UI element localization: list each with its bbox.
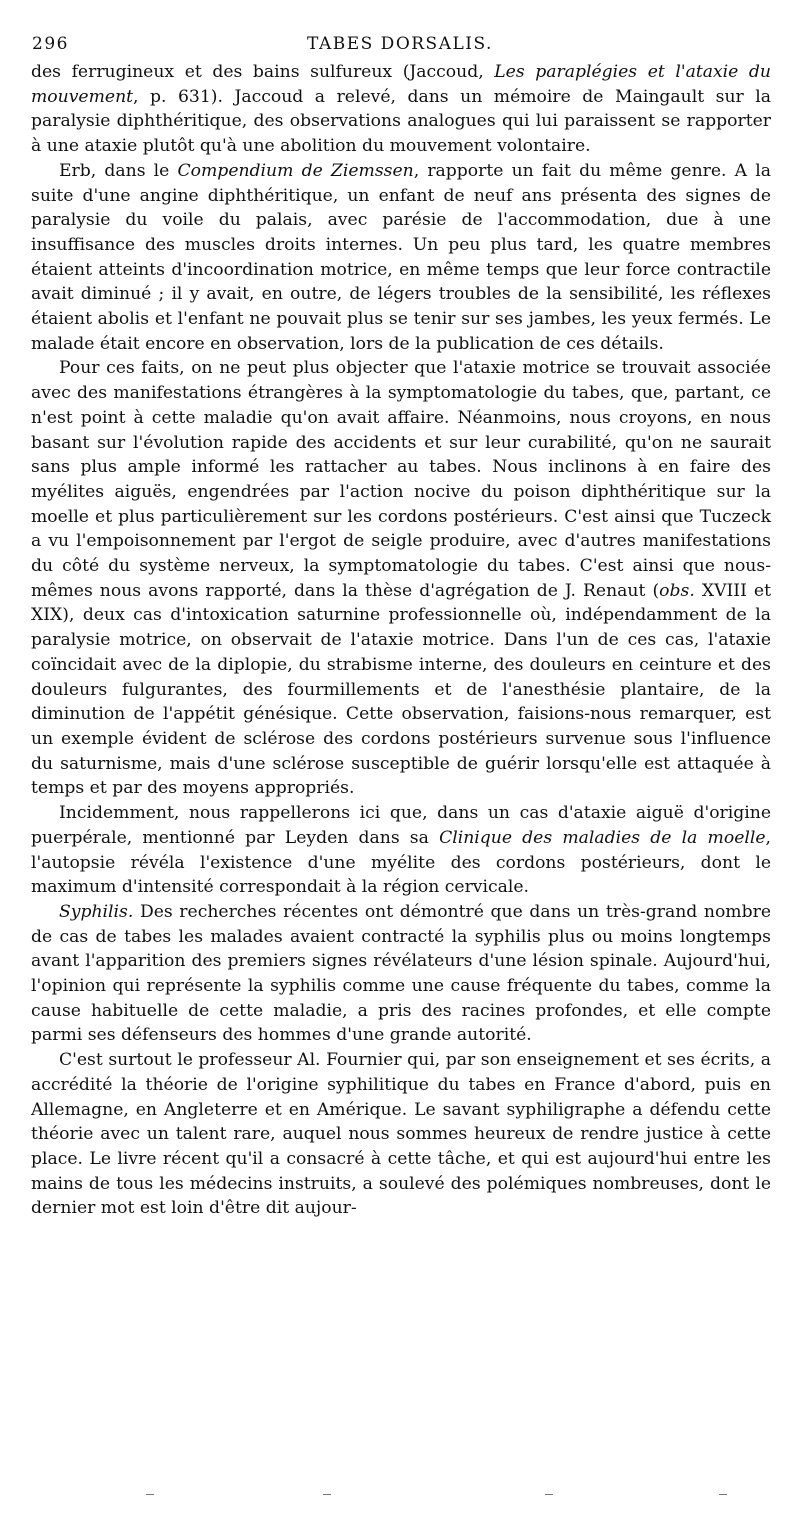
text-run: C'est surtout le professeur Al. Fournier qui, par son enseignement et ses écrits, a accrédité la théorie de l'origine syphilitique du tabes en France d'abord, puis en Allemagne, en Angleterre et en Amérique. Le savant syphiligraphe a défendu cette théorie avec un talent rare, auquel nous sommes heureux de rendre justice à cette place. Le livre récent qu'il a consacré à cette tâche, et qui est aujourd'hui entre les mains de tous les médecins instruits, a soulevé des polémiques nombreuses, dont le dernier mot est loin d'être dit aujour- xyxy=(31,1050,771,1219)
page-header xyxy=(30,34,770,56)
text-run: , l'autopsie révéla l'existence d'une myélite des cordons postérieurs, dont le maximum d'intensité correspondait à la région cervicale. xyxy=(31,827,772,898)
running-title: TABES DORSALIS. xyxy=(307,34,493,54)
text-run: Pour ces faits, on ne peut plus objecter que l'ataxie motrice se trouvait associée avec des manifestations étrangères à la symptomatologie du tabes, que, partant, ce n'est point à cette maladie qu'on avait affaire. Néanmoins, nous croyons, en nous basant sur l'évolution rapide des accidents et sur leur curabilité, qu'on ne saurait sans plus ample informé les rattacher au tabes. Nous inclinons à en faire des myélites aiguës, engendrées par l'action nocive du poison diphthéritique sur la moelle et plus particulièrement sur les cordons postérieurs. C'est ainsi que Tuczeck a vu l'empoisonnement par l'ergot de seigle produire, avec d'autres manifestations du côté du système nerveux, la symptomatologie du tabes. C'est ainsi que nous-mêmes nous avons rapporté, dans la thèse d'agrégation de J. Renaut ( xyxy=(31,358,771,601)
italic-text-run: Compendium de Ziemssen xyxy=(177,160,414,181)
text-run: XVIII et XIX), deux cas d'intoxication saturnine professionnelle où, indépendamment de la paralysie motrice, on observait de l'ataxie motrice. Dans l'un de ces cas, l'ataxie coïncidait avec de la diplopie, du strabisme interne, des douleurs en ceinture et des douleurs fulgurantes, des fourmillements et de l'anesthésie plantaire, de la diminution de l'appétit génésique. Cette observation, faisions-nous remarquer, est un exemple évident de sclérose des cordons postérieurs survenue sous l'influence du saturnisme, mais d'une sclérose susceptible de guérir lorsqu'elle est attaquée à temps et par des moyens appropriés. xyxy=(31,580,771,799)
paragraph-3 xyxy=(31,356,771,801)
paragraph-6 xyxy=(31,1048,771,1221)
footer-marks xyxy=(0,1494,800,1506)
footer-mark xyxy=(323,1494,331,1495)
paragraph-4 xyxy=(31,801,771,900)
footer-mark xyxy=(545,1494,553,1495)
italic-text-run: Les paraplégies et l'ataxie du mouvement xyxy=(31,62,771,107)
italic-text-run: Syphilis. xyxy=(59,901,134,922)
paragraph-syphilis xyxy=(31,900,771,1048)
text-run: des ferrugineux et des bains sulfureux (Jaccoud, xyxy=(31,62,495,82)
text-run: Erb, dans le xyxy=(59,160,178,181)
text-run: Incidemment, nous rappellerons ici que, dans un cas d'ataxie aiguë d'origine puerpérale, mentionné par Leyden dans sa xyxy=(31,803,771,848)
footer-mark xyxy=(146,1494,154,1495)
page-number: 296 xyxy=(32,34,69,54)
italic-text-run: obs. xyxy=(659,580,695,601)
body-text xyxy=(31,60,771,1221)
footer-mark xyxy=(719,1494,727,1495)
text-run: Des recherches récentes ont démontré que dans un très-grand nombre de cas de tabes les malades avaient contracté la syphilis plus ou moins longtemps avant l'apparition des premiers signes révélateurs d'une lésion spinale. Aujourd'hui, l'opinion qui représente la syphilis comme une cause fréquente du tabes, comme la cause habituelle de cette maladie, a pris des racines profondes, et elle compte parmi ses défenseurs des hommes d'une grande autorité. xyxy=(31,901,771,1046)
paragraph-1 xyxy=(31,60,771,159)
paragraph-2 xyxy=(31,159,771,357)
text-run: , p. 631). Jaccoud a relevé, dans un mémoire de Maingault sur la paralysie diphthéritique, des observations analogues qui lui paraissent se rapporter à une ataxie plutôt qu'à une abolition du mouvement volontaire. xyxy=(31,86,771,157)
text-run: , rapporte un fait du même genre. A la suite d'une angine diphthéritique, un enfant de neuf ans présenta des signes de paralysie du voile du palais, avec parésie de l'accommodation, due à une insuffisance des muscles droits internes. Un peu plus tard, les quatre membres étaient atteints d'incoordination motrice, en même temps que leur force contractile avait diminué ; il y avait, en outre, de légers troubles de la sensibilité, les réflexes étaient abolis et l'enfant ne pouvait plus se tenir sur ses jambes, les yeux fermés. Le malade était encore en observation, lors de la publication de ces détails. xyxy=(31,160,771,354)
italic-text-run: Clinique des maladies de la moelle xyxy=(439,827,766,848)
